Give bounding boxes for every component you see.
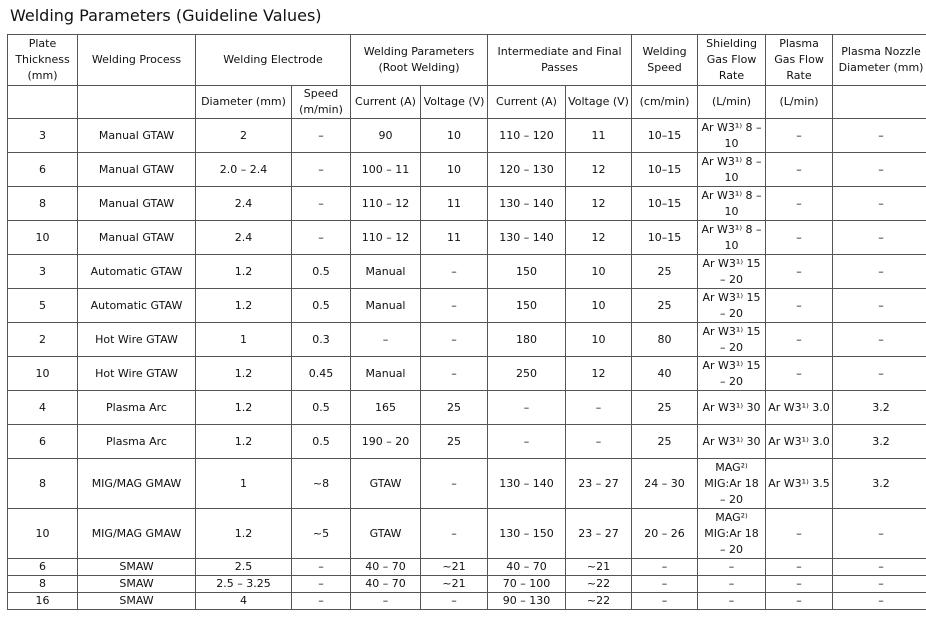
table-cell: 130 – 140	[488, 459, 566, 509]
table-cell: 2.4	[196, 221, 292, 255]
table-cell: ~5	[292, 509, 351, 559]
table-cell: –	[833, 559, 926, 576]
table-cell: Automatic GTAW	[78, 255, 196, 289]
table-cell: 40 – 70	[351, 576, 421, 593]
table-cell: 0.5	[292, 391, 351, 425]
table-cell: Ar W3¹⁾ 15 – 20	[698, 323, 766, 357]
table-cell: 120 – 130	[488, 153, 566, 187]
table-cell: Ar W3¹⁾ 8 – 10	[698, 187, 766, 221]
table-cell: 130 – 140	[488, 187, 566, 221]
table-cell: –	[833, 576, 926, 593]
table-cell: –	[566, 425, 632, 459]
table-cell: Manual GTAW	[78, 153, 196, 187]
table-cell: 150	[488, 289, 566, 323]
table-cell: –	[292, 593, 351, 610]
table-cell: 0.45	[292, 357, 351, 391]
table-cell: 165	[351, 391, 421, 425]
table-cell: 3	[8, 119, 78, 153]
table-cell: –	[766, 559, 833, 576]
header-intermediate-final: Intermediate and Final Passes	[488, 35, 632, 86]
table-cell: –	[421, 289, 488, 323]
table-cell: 110 – 12	[351, 221, 421, 255]
table-cell: Manual	[351, 289, 421, 323]
table-row	[8, 576, 926, 593]
table-cell: 6	[8, 559, 78, 576]
table-cell: 16	[8, 593, 78, 610]
table-cell: 0.5	[292, 425, 351, 459]
table-cell: Manual GTAW	[78, 221, 196, 255]
header-root-welding: Welding Parameters (Root Welding)	[351, 35, 488, 86]
subheader-root-voltage: Voltage (V)	[421, 86, 488, 119]
table-cell: –	[833, 357, 926, 391]
table-cell: Ar W3¹⁾ 30	[698, 391, 766, 425]
table-cell: 90 – 130	[488, 593, 566, 610]
table-cell: 23 – 27	[566, 459, 632, 509]
table-row	[8, 559, 926, 576]
table-cell: Ar W3¹⁾ 8 – 10	[698, 119, 766, 153]
table-cell: 10	[566, 323, 632, 357]
table-cell: –	[421, 255, 488, 289]
table-cell: –	[766, 187, 833, 221]
table-cell: Ar W3¹⁾ 3.0	[766, 425, 833, 459]
table-cell: Manual GTAW	[78, 187, 196, 221]
table-cell: 40 – 70	[488, 559, 566, 576]
table-cell: Plasma Arc	[78, 425, 196, 459]
table-cell: –	[698, 559, 766, 576]
table-cell: 250	[488, 357, 566, 391]
table-cell: –	[766, 119, 833, 153]
page-title: Welding Parameters (Guideline Values)	[10, 6, 322, 25]
table-cell: 0.5	[292, 255, 351, 289]
table-cell: –	[421, 509, 488, 559]
header-plasma-nozzle: Plasma Nozzle Diameter (mm)	[833, 35, 926, 86]
table-cell: 10–15	[632, 187, 698, 221]
table-cell: 11	[421, 187, 488, 221]
table-cell: –	[488, 391, 566, 425]
table-cell: ~22	[566, 593, 632, 610]
table-cell: 20 – 26	[632, 509, 698, 559]
subheader-inter-voltage: Voltage (V)	[566, 86, 632, 119]
table-cell: MIG/MAG GMAW	[78, 509, 196, 559]
table-cell: 10	[566, 255, 632, 289]
table-cell: –	[833, 255, 926, 289]
table-cell: Ar W3¹⁾ 30	[698, 425, 766, 459]
table-cell: 100 – 11	[351, 153, 421, 187]
table-cell: ~21	[421, 576, 488, 593]
table-cell: 130 – 150	[488, 509, 566, 559]
table-cell: –	[766, 289, 833, 323]
table-cell: –	[292, 187, 351, 221]
table-cell: MIG/MAG GMAW	[78, 459, 196, 509]
table-cell: Ar W3¹⁾ 8 – 10	[698, 153, 766, 187]
table-cell: –	[766, 153, 833, 187]
table-cell: 1.2	[196, 425, 292, 459]
table-cell: 6	[8, 425, 78, 459]
subheader-diameter: Diameter (mm)	[196, 86, 292, 119]
table-cell: –	[766, 593, 833, 610]
table-cell: GTAW	[351, 459, 421, 509]
table-cell: –	[566, 391, 632, 425]
table-cell: –	[632, 576, 698, 593]
table-cell: 8	[8, 576, 78, 593]
table-cell: –	[632, 593, 698, 610]
table-cell: 4	[8, 391, 78, 425]
table-cell: –	[421, 323, 488, 357]
table-cell: –	[833, 509, 926, 559]
header-plasma-gas: Plasma Gas Flow Rate	[766, 35, 833, 86]
table-cell: Ar W3¹⁾ 8 – 10	[698, 221, 766, 255]
table-cell: MAG²⁾ MIG:Ar 18 – 20	[698, 459, 766, 509]
table-cell: 3	[8, 255, 78, 289]
subheader-electrode-speed: Speed (m/min)	[292, 86, 351, 119]
table-row	[8, 187, 926, 221]
table-cell: 10–15	[632, 153, 698, 187]
table-cell: 40 – 70	[351, 559, 421, 576]
table-row	[8, 425, 926, 459]
table-cell: 10	[8, 221, 78, 255]
table-cell: 10	[421, 153, 488, 187]
table-cell: –	[632, 559, 698, 576]
table-cell: –	[292, 576, 351, 593]
table-cell: –	[766, 221, 833, 255]
table-row	[8, 153, 926, 187]
table-cell: Manual GTAW	[78, 119, 196, 153]
table-cell: 0.5	[292, 289, 351, 323]
table-cell: –	[766, 357, 833, 391]
table-cell: 70 – 100	[488, 576, 566, 593]
table-cell: 3.2	[833, 425, 926, 459]
table-cell: 3.2	[833, 459, 926, 509]
table-cell: 110 – 12	[351, 187, 421, 221]
table-cell: 2.5 – 3.25	[196, 576, 292, 593]
table-cell: 1.2	[196, 357, 292, 391]
table-cell: 25	[421, 391, 488, 425]
table-cell: SMAW	[78, 559, 196, 576]
table-cell: 5	[8, 289, 78, 323]
table-cell: ~22	[566, 576, 632, 593]
table-cell: 10–15	[632, 119, 698, 153]
table-cell: 10	[8, 509, 78, 559]
table-cell: Manual	[351, 255, 421, 289]
table-cell: Ar W3¹⁾ 3.5	[766, 459, 833, 509]
table-cell: –	[766, 576, 833, 593]
subheader-inter-current: Current (A)	[488, 86, 566, 119]
table-cell: 10	[8, 357, 78, 391]
table-cell: 2	[196, 119, 292, 153]
table-cell: Hot Wire GTAW	[78, 357, 196, 391]
table-cell: 11	[421, 221, 488, 255]
table-cell: –	[766, 509, 833, 559]
table-cell: 40	[632, 357, 698, 391]
table-cell: 1	[196, 459, 292, 509]
table-row	[8, 221, 926, 255]
table-cell: Ar W3¹⁾ 3.0	[766, 391, 833, 425]
table-cell: 90	[351, 119, 421, 153]
table-row	[8, 255, 926, 289]
table-cell: 0.3	[292, 323, 351, 357]
table-cell: SMAW	[78, 576, 196, 593]
table-row	[8, 593, 926, 610]
table-cell: 110 – 120	[488, 119, 566, 153]
table-cell: –	[698, 576, 766, 593]
table-cell: –	[833, 153, 926, 187]
table-cell: Plasma Arc	[78, 391, 196, 425]
table-cell: 11	[566, 119, 632, 153]
table-cell: 6	[8, 153, 78, 187]
table-cell: ~21	[566, 559, 632, 576]
table-cell: –	[351, 593, 421, 610]
table-cell: 180	[488, 323, 566, 357]
table-cell: –	[833, 119, 926, 153]
table-row	[8, 289, 926, 323]
table-row	[8, 509, 926, 559]
table-cell: 8	[8, 459, 78, 509]
subheader-plasma-unit: (L/min)	[766, 86, 833, 119]
table-cell: 25	[632, 289, 698, 323]
subheader-root-current: Current (A)	[351, 86, 421, 119]
table-cell: Ar W3¹⁾ 15 – 20	[698, 255, 766, 289]
header-welding-electrode: Welding Electrode	[196, 35, 351, 86]
table-cell: –	[421, 357, 488, 391]
table-cell: 10	[421, 119, 488, 153]
table-cell: 190 – 20	[351, 425, 421, 459]
table-cell: 4	[196, 593, 292, 610]
table-row	[8, 391, 926, 425]
table-row	[8, 459, 926, 509]
subheader-speed-unit: (cm/min)	[632, 86, 698, 119]
table-cell: 2.4	[196, 187, 292, 221]
header-welding-process: Welding Process	[78, 35, 196, 86]
table-cell: –	[833, 289, 926, 323]
table-cell: Ar W3¹⁾ 15 – 20	[698, 289, 766, 323]
table-cell: ~21	[421, 559, 488, 576]
table-cell: –	[766, 323, 833, 357]
table-cell: –	[292, 559, 351, 576]
table-cell: –	[351, 323, 421, 357]
table-cell: –	[698, 593, 766, 610]
table-cell: 2	[8, 323, 78, 357]
table-cell: GTAW	[351, 509, 421, 559]
table-cell: –	[292, 221, 351, 255]
table-cell: 25	[632, 391, 698, 425]
table-cell: 3.2	[833, 391, 926, 425]
table-cell: Manual	[351, 357, 421, 391]
table-cell: –	[292, 119, 351, 153]
table-cell: MAG²⁾ MIG:Ar 18 – 20	[698, 509, 766, 559]
table-cell: 10–15	[632, 221, 698, 255]
header-plate-thickness: Plate Thickness (mm)	[8, 35, 78, 86]
table-cell: 10	[566, 289, 632, 323]
table-cell: –	[833, 323, 926, 357]
table-cell: 12	[566, 187, 632, 221]
subheader-blank	[833, 86, 926, 119]
table-cell: 130 – 140	[488, 221, 566, 255]
table-cell: –	[292, 153, 351, 187]
table-cell: ~8	[292, 459, 351, 509]
table-cell: Automatic GTAW	[78, 289, 196, 323]
table-row	[8, 119, 926, 153]
table-cell: –	[488, 425, 566, 459]
table-row	[8, 323, 926, 357]
table-cell: –	[766, 255, 833, 289]
subheader-blank	[78, 86, 196, 119]
subheader-gas-unit: (L/min)	[698, 86, 766, 119]
table-cell: 12	[566, 153, 632, 187]
table-cell: –	[421, 459, 488, 509]
table-cell: SMAW	[78, 593, 196, 610]
table-cell: Ar W3¹⁾ 15 – 20	[698, 357, 766, 391]
table-cell: 2.0 – 2.4	[196, 153, 292, 187]
table-cell: 12	[566, 221, 632, 255]
table-cell: 25	[421, 425, 488, 459]
table-cell: –	[421, 593, 488, 610]
table-cell: 1	[196, 323, 292, 357]
table-cell: 12	[566, 357, 632, 391]
table-cell: 1.2	[196, 289, 292, 323]
table-cell: 150	[488, 255, 566, 289]
table-cell: Hot Wire GTAW	[78, 323, 196, 357]
table-cell: 8	[8, 187, 78, 221]
table-cell: 2.5	[196, 559, 292, 576]
table-row	[8, 357, 926, 391]
table-cell: 25	[632, 425, 698, 459]
table-cell: 24 – 30	[632, 459, 698, 509]
table-cell: 1.2	[196, 391, 292, 425]
table-cell: –	[833, 187, 926, 221]
table-cell: 25	[632, 255, 698, 289]
table-cell: 1.2	[196, 509, 292, 559]
table-cell: 80	[632, 323, 698, 357]
header-shielding-gas: Shielding Gas Flow Rate	[698, 35, 766, 86]
header-welding-speed: Welding Speed	[632, 35, 698, 86]
table-cell: –	[833, 221, 926, 255]
table-cell: 1.2	[196, 255, 292, 289]
table-cell: –	[833, 593, 926, 610]
subheader-blank	[8, 86, 78, 119]
parameters-table	[7, 34, 926, 610]
table-cell: 23 – 27	[566, 509, 632, 559]
